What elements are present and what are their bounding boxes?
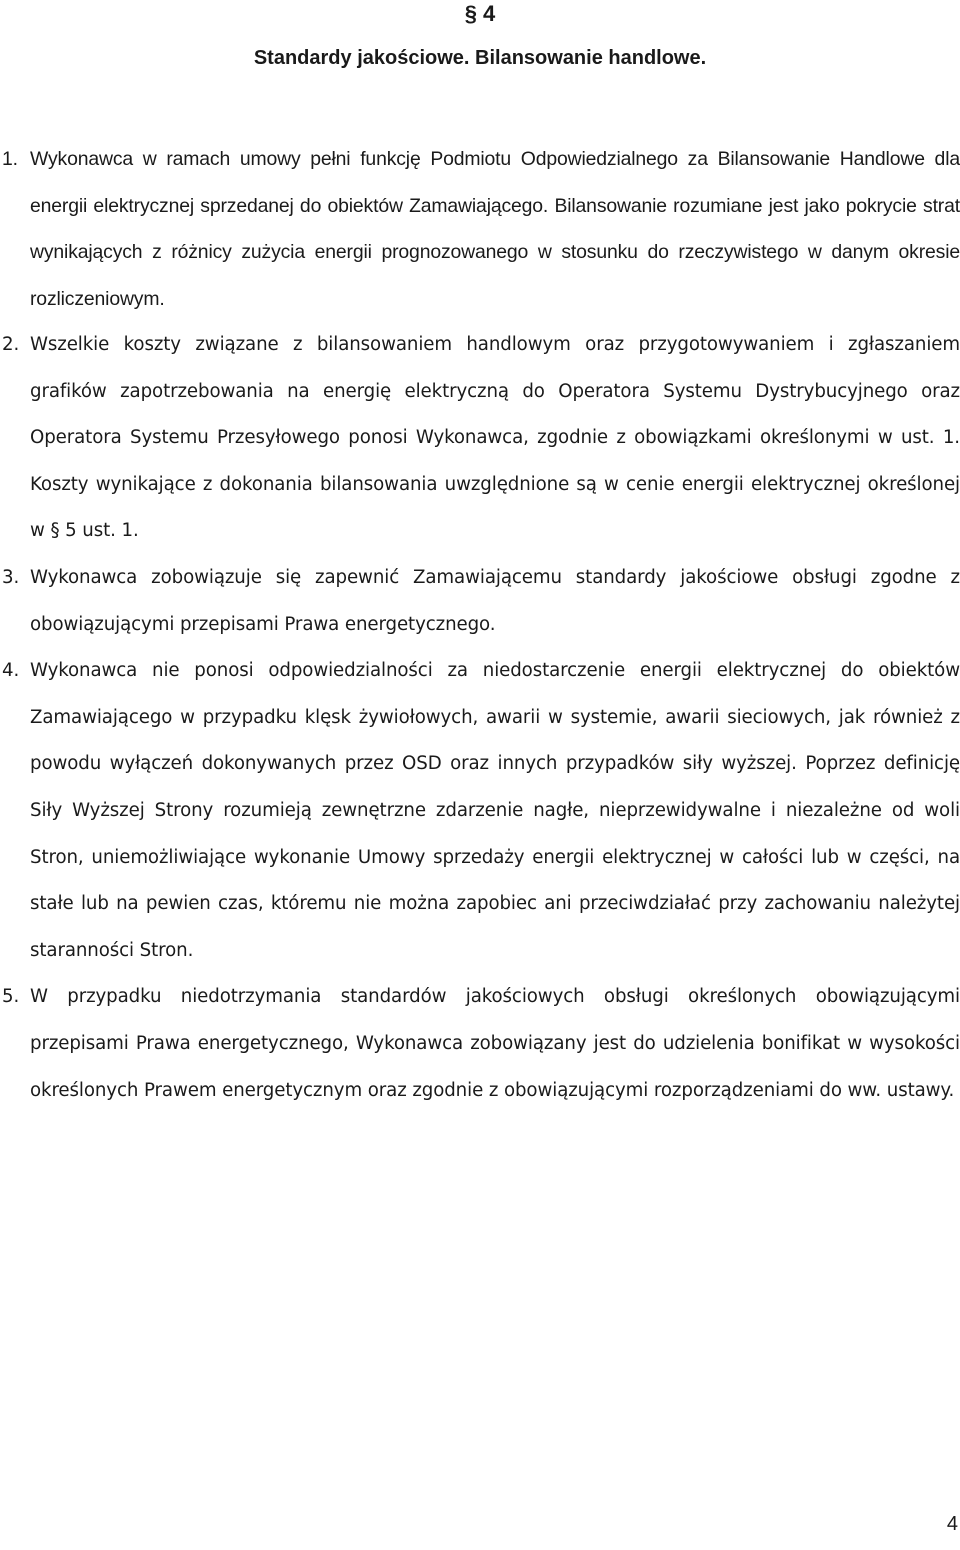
clause-item-2 [0,322,960,555]
clause-number: 3. [2,566,20,588]
page-number: 4 [946,1513,958,1535]
clause-number: 4. [2,660,20,682]
clause-text: W przypadku niedotrzymania standardów jakościowych obsługi określonych obowiązującymi przepisami Prawa energetycznego, Wykonawca zobowiązany jest do udzielenia bonifikat w wysokości określonych Prawem energetycznym oraz zgodnie z obowiązującymi rozporządzeniami do ww. ustawy. [30,986,960,1101]
clause-item-4 [0,648,960,974]
clause-number: 2. [2,334,20,355]
clause-text: Wykonawca nie ponosi odpowiedzialności za niedostarczenie energii elektrycznej do obiektów Zamawiającego w przypadku klęsk żywiołowych, awarii w systemie, awarii sieciowych, jak również z powodu wyłączeń dokonywanych przez OSD oraz innych przypadków siły wyższej. Poprzez definicję Siły Wyższej Strony rozumieją zewnętrzne zdarzenie nagłe, nieprzewidywalne i niezależne od woli Stron, uniemożliwiające wykonanie Umowy sprzedaży energii elektrycznej w całości lub w części, na stałe lub na pewien czas, któremu nie można zapobiec ani przeciwdziałać przy zachowaniu należytej staranności Stron. [30,660,960,961]
clause-item-3 [0,555,960,648]
clause-text: Wszelkie koszty związane z bilansowaniem handlowym oraz przygotowywaniem i zgłaszaniem grafików zapotrzebowania na energię elektryczną do Operatora Systemu Dystrybucyjnego oraz Operatora Systemu Przesyłowego ponosi Wykonawca, zgodnie z obowiązkami określonymi w ust. 1. Koszty wynikające z dokonania bilansowania uwzględnione są w cenie energii elektrycznej określonej w § 5 ust. 1. [30,334,960,542]
clause-item-5 [0,974,960,1114]
clause-item-1 [0,136,960,322]
section-title: Standardy jakościowe. Bilansowanie handlowe. [253,47,707,69]
clause-list [0,136,960,1114]
clause-number: 5. [2,986,20,1008]
clause-text: Wykonawca w ramach umowy pełni funkcję Podmiotu Odpowiedzialnego za Bilansowanie Handlowe dla energii elektrycznej sprzedanej do obiektów Zamawiającego. Bilansowanie rozumiane jest jako pokrycie strat wynikających z różnicy zużycia energii prognozowanego w stosunku do rzeczywistego w danym okresie rozliczeniowym. [30,148,960,310]
section-mark-text: § 4 [464,1,496,26]
clause-number: 1. [2,148,18,170]
section-mark [0,0,960,28]
clause-text: Wykonawca zobowiązuje się zapewnić Zamawiającemu standardy jakościowe obsługi zgodne z obowiązującymi przepisami Prawa energetycznego. [30,566,960,635]
